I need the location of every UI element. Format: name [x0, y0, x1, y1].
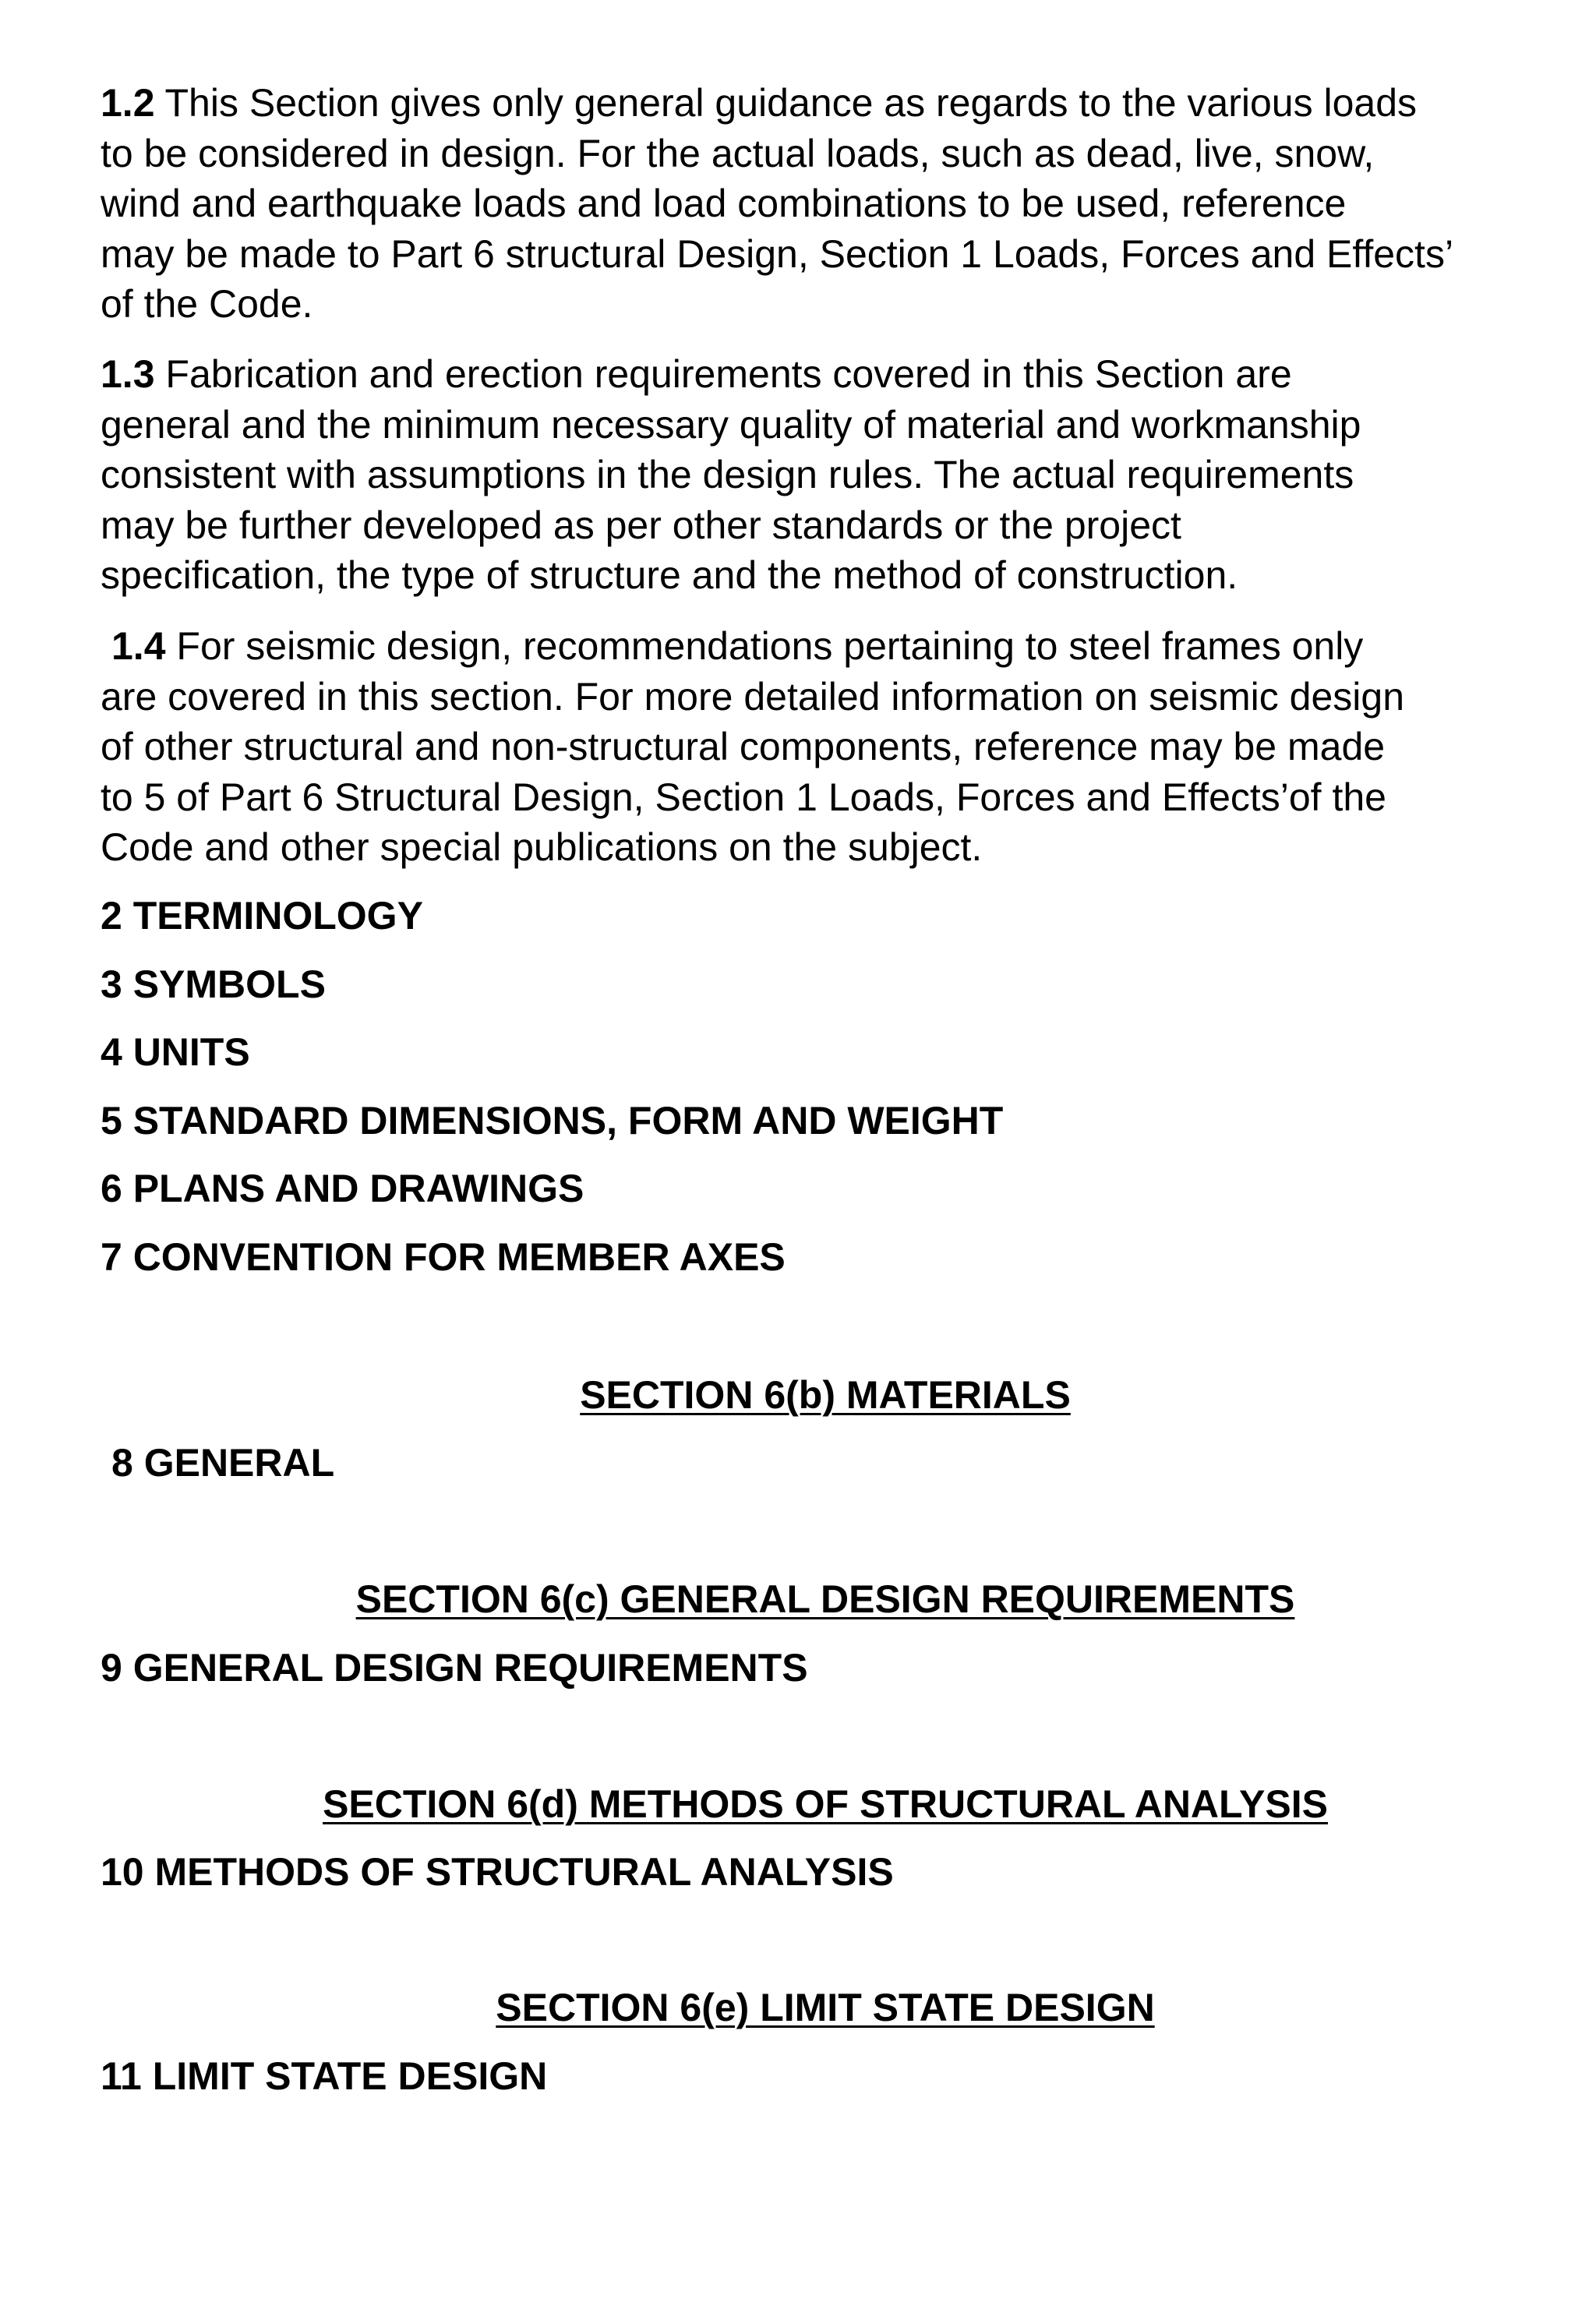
paragraph-1-4: [101, 621, 1561, 873]
heading-units: 4 UNITS: [101, 1030, 250, 1074]
paragraph-1-3: [101, 349, 1550, 601]
paragraph-line: of the Code.: [101, 282, 313, 326]
paragraph-line: may be made to Part 6 structural Design, Section 1 Loads, Forces and Effects’: [101, 231, 1454, 276]
section-title-text: SECTION 6(d) METHODS OF STRUCTURAL ANALYSIS: [323, 1782, 1328, 1826]
clause-number: 1.4: [111, 624, 166, 668]
heading-symbols: 3 SYMBOLS: [101, 962, 326, 1006]
paragraph-line: of other structural and non-structural components, reference may be made: [101, 725, 1386, 768]
heading-methods-analysis: 10 METHODS OF STRUCTURAL ANALYSIS: [101, 1850, 894, 1894]
heading-standard-dimensions: 5 STANDARD DIMENSIONS, FORM AND WEIGHT: [101, 1099, 1004, 1142]
section-title-text: SECTION 6(c) GENERAL DESIGN REQUIREMENTS: [355, 1577, 1295, 1621]
heading-general: 8 GENERAL: [111, 1441, 335, 1485]
paragraph-line: Code and other special publications on the subject.: [101, 825, 983, 869]
paragraph-line: are covered in this section. For more detailed information on seismic design: [101, 674, 1405, 719]
paragraph-text: For seismic design, recommendations pertaining to steel frames only: [165, 624, 1364, 668]
paragraph-line: to 5 of Part 6 Structural Design, Section 1 Loads, Forces and Effects’of the: [101, 775, 1386, 819]
paragraph-line: general and the minimum necessary quality of material and workmanship: [101, 402, 1361, 447]
section-title-methods-analysis: [101, 1779, 1550, 1829]
section-title-text: SECTION 6(b) MATERIALS: [580, 1373, 1071, 1417]
paragraph-line: may be further developed as per other standards or the project: [101, 503, 1181, 547]
heading-general-design: 9 GENERAL DESIGN REQUIREMENTS: [101, 1646, 808, 1690]
heading-plans-drawings: 6 PLANS AND DRAWINGS: [101, 1167, 584, 1210]
paragraph-line: wind and earthquake loads and load combinations to be used, reference: [101, 182, 1347, 225]
heading-terminology: 2 TERMINOLOGY: [101, 894, 423, 938]
clause-number: 1.2: [101, 81, 155, 125]
paragraph-text: This Section gives only general guidance as regards to the various loads: [154, 81, 1417, 125]
section-title-materials: [101, 1370, 1550, 1420]
heading-limit-state: 11 LIMIT STATE DESIGN: [101, 2054, 548, 2098]
paragraph-line: specification, the type of structure and the method of construction.: [101, 553, 1238, 597]
section-title-general-design: [101, 1574, 1550, 1624]
paragraph-1-2: [101, 78, 1550, 330]
clause-number: 1.3: [101, 352, 155, 396]
paragraph-line: [101, 78, 1550, 129]
heading-member-axes: 7 CONVENTION FOR MEMBER AXES: [101, 1235, 786, 1279]
paragraph-line: [101, 349, 1550, 400]
paragraph-line: to be considered in design. For the actual loads, such as dead, live, snow,: [101, 131, 1375, 175]
section-title-limit-state: [101, 1983, 1550, 2032]
section-title-text: SECTION 6(e) LIMIT STATE DESIGN: [496, 1986, 1155, 2029]
paragraph-line: [111, 621, 1561, 672]
paragraph-line: consistent with assumptions in the design rules. The actual requirements: [101, 453, 1354, 496]
paragraph-text: Fabrication and erection requirements covered in this Section are: [154, 352, 1292, 396]
